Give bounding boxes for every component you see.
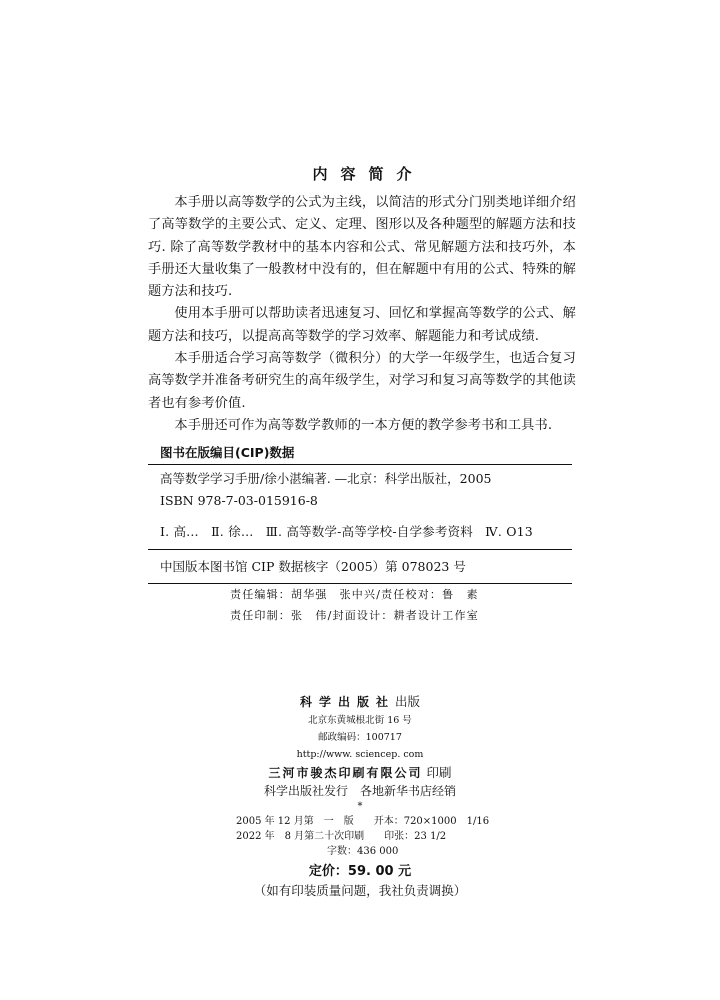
- staff-line-production: [230, 605, 479, 626]
- cip-title-line: 高等数学学习手册/徐小湛编著. —北京：科学出版社，2005: [160, 471, 492, 486]
- summary-paragraph: 使用本手册可以帮助读者迅速复习、回忆和掌握高等数学的公式、解题方法和技巧，以提高高等数学的学习效率、解题能力和考试成绩.: [148, 306, 576, 344]
- separator-mark: *: [357, 801, 363, 812]
- printer-line: [0, 763, 720, 783]
- cip-record: [148, 465, 572, 543]
- printer-action: 印刷: [426, 765, 452, 780]
- editors-label: 责任编辑：: [230, 588, 291, 601]
- price: 定价：59. 00 元: [308, 864, 412, 879]
- publisher-line: [0, 692, 720, 712]
- publisher-address: 北京东黄城根北街 16 号: [308, 715, 412, 726]
- summary-paragraph: 本手册以高等数学的公式为主线，以简洁的形式分门别类地详细介绍了高等数学的主要公式、定义、定理、图形以及各种题型的解题方法和技巧. 除了高等数学教材中的基本内容和公式、常见解题方法和技巧外，本手册还大量收集了一般教材中没有的，但在解题中有用的公式、特殊的解题方法和技巧.: [148, 195, 576, 300]
- cip-isbn: ISBN 978-7-03-015916-8: [160, 493, 318, 508]
- print-manager-name: 张 伟: [291, 609, 328, 622]
- cip-class-item: Ⅰ. 高…: [160, 524, 199, 539]
- publisher-postcode: 邮政编码：100717: [318, 732, 402, 743]
- distributor: 各地新华书店经销: [360, 784, 457, 798]
- cip-class-item: Ⅱ. 徐…: [211, 524, 254, 539]
- cip-data-block: [148, 442, 572, 584]
- proofreader-label: /责任校对：: [376, 588, 443, 601]
- summary-paragraph: 本手册还可作为高等数学教师的一本方便的教学参考书和工具书.: [174, 417, 553, 433]
- edition-first: 2005 年 12 月第 一 版 开本：720×1000 1/16: [236, 816, 490, 827]
- proofreader-name: 鲁 素: [442, 588, 479, 601]
- cip-class-item: Ⅳ. O13: [485, 524, 533, 539]
- cip-classification: [160, 521, 572, 543]
- print-manager-label: 责任印制：: [230, 609, 291, 622]
- edition-info: [0, 814, 720, 862]
- editor-name: 张中兴: [339, 588, 377, 601]
- printer-name: 三河市骏杰印刷有限公司: [268, 766, 423, 780]
- cover-designer-name: 耕者设计工作室: [393, 609, 479, 622]
- publisher-name: 科学出版社: [299, 695, 395, 709]
- summary-paragraph: 本手册适合学习高等数学（微积分）的大学一年级学生，也适合复习高等数学并准备考研究生的高年级学生，对学习和复习高等数学的其他读者也有参考价值.: [148, 351, 576, 411]
- responsible-staff: [230, 584, 479, 626]
- issuer: 科学出版社发行: [263, 784, 348, 798]
- word-count: 字数：436 000: [327, 846, 399, 857]
- publisher-url: http://www. sciencep. com: [296, 749, 424, 760]
- staff-line-editors: [230, 584, 479, 605]
- edition-reprint: 2022 年 8 月第二十次印刷 印张：23 1/2: [236, 831, 447, 842]
- content-summary: [148, 163, 576, 437]
- publisher-action: 出版: [395, 694, 421, 709]
- distribution-line: [0, 783, 720, 800]
- cip-record-number: 中国版本图书馆 CIP 数据核字（2005）第 078023 号: [160, 559, 466, 574]
- cover-design-label: /封面设计：: [327, 609, 394, 622]
- cip-heading: 图书在版编目(CIP)数据: [160, 445, 295, 460]
- editor-name: 胡华强: [291, 588, 328, 601]
- summary-title: 内容简介: [312, 165, 425, 183]
- publisher-block: [0, 692, 720, 900]
- quality-notice: （如有印装质量问题，我社负责调换）: [253, 883, 467, 898]
- cip-class-item: Ⅲ. 高等数学-高等学校-自学参考资料: [265, 524, 473, 539]
